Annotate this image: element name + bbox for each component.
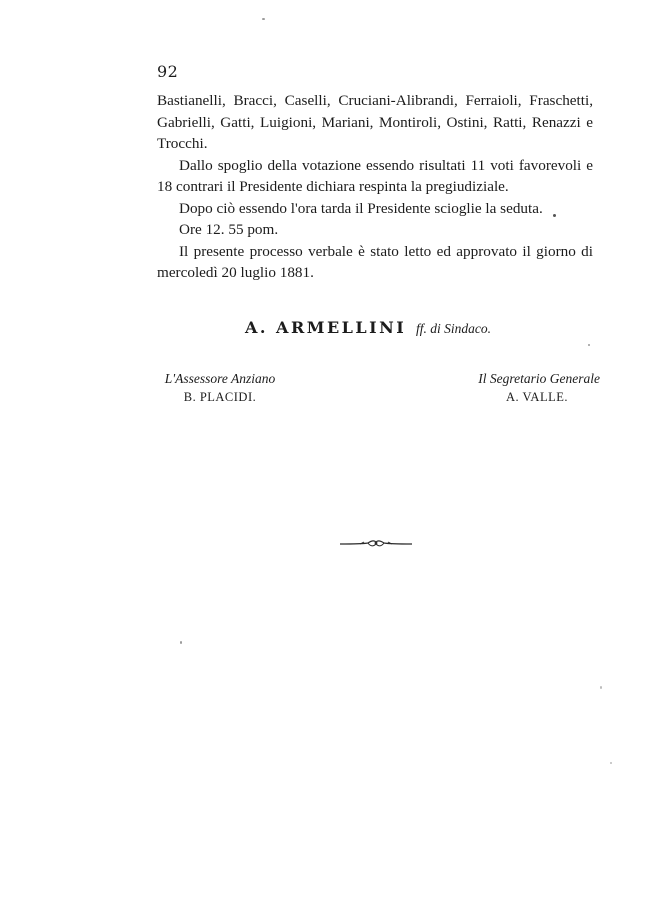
scan-speck	[262, 18, 265, 20]
closing-time: Ore 12. 55 pom.	[179, 221, 279, 238]
left-signatory-name: B. PLACIDI.	[183, 390, 257, 404]
session-closing-paragraph: Dopo ciò essendo l'ora tarda il Presidente scioglie la seduta.	[179, 199, 543, 217]
scan-speck	[588, 344, 590, 346]
right-signatory-title: Il Segretario Generale	[478, 371, 600, 386]
tail-piece-ornament-icon	[338, 536, 414, 550]
mayor-name: A. ARMELLINI	[244, 318, 407, 337]
minutes-text	[157, 90, 593, 284]
right-signatory-name: A. VALLE.	[505, 390, 568, 404]
scan-speck	[180, 641, 182, 644]
scan-speck	[610, 762, 612, 764]
left-signatory-title: L'Assessore Anziano	[164, 371, 276, 386]
right-signatory	[450, 370, 600, 406]
vote-result-paragraph: Dallo spoglio della votazione essendo risultati 11 voti favorevoli e 18 contrari il Presidente dichiara respinta la pregiudiziale.	[157, 156, 593, 195]
scan-speck	[553, 214, 556, 217]
councillors-list: Bastianelli, Bracci, Caselli, Cruciani-Alibrandi, Ferraioli, Fraschetti, Gabrielli, Gatti, Luigioni, Mariani, Montiroli, Ostini, Ratti, Renazzi e Trocchi.	[157, 92, 593, 152]
mayor-signature	[0, 318, 656, 338]
page-number: 92	[157, 62, 179, 81]
approval-paragraph: Il presente processo verbale è stato letto ed approvato il giorno di mercoledì 20 luglio 1881.	[157, 242, 593, 281]
scan-speck	[600, 686, 602, 689]
mayor-role: ff. di Sindaco.	[416, 321, 491, 336]
left-signatory	[160, 370, 280, 406]
